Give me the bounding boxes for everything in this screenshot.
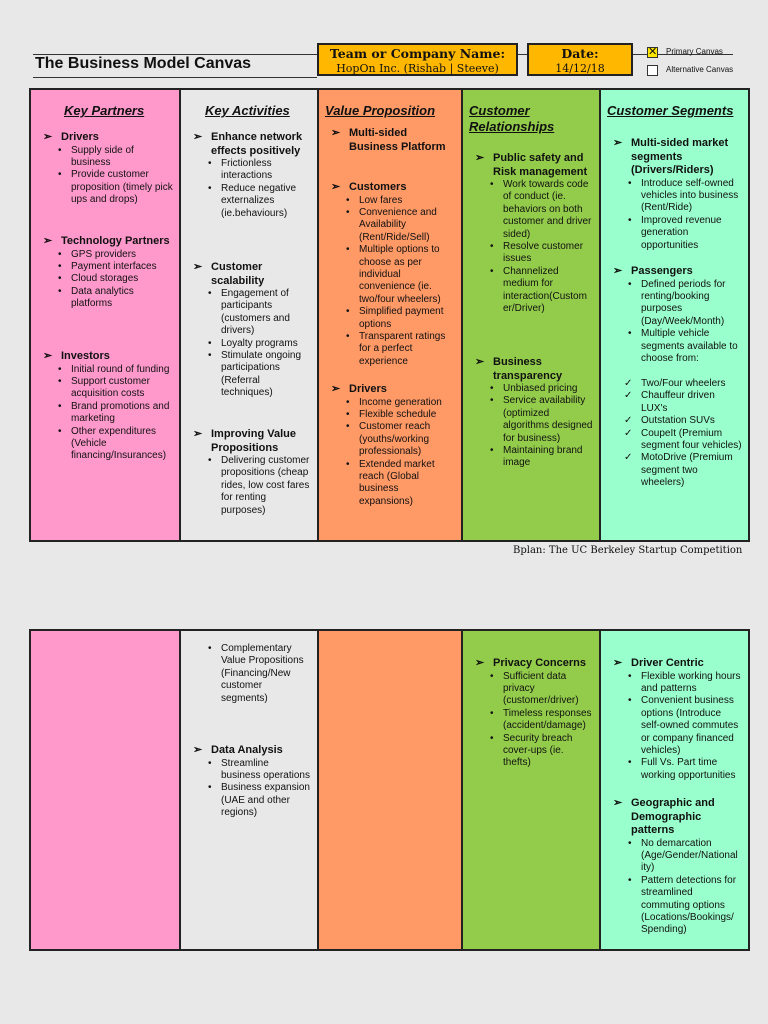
customers-heading: ➢ Customers: [329, 181, 455, 195]
list-item: • Support customer acquisition costs: [71, 376, 173, 401]
list-item: • Supply side of business: [71, 145, 173, 170]
improving-value-propositions-heading: ➢ Improving Value Propositions: [191, 428, 311, 455]
canvas-grid-top: [29, 88, 750, 542]
list-item: • Security breach cover-ups (ie. thefts): [503, 733, 593, 770]
list-item: • Initial round of funding: [71, 364, 173, 376]
list-item: • Complementary Value Propositions (Financing/New customer segments): [221, 643, 311, 705]
list-item: • Full Vs. Part time working opportunities: [641, 757, 742, 782]
list-item: • Unbiased pricing: [503, 383, 593, 395]
list-item: • Resolve customer issues: [503, 241, 593, 266]
canvas-grid-bottom: [29, 629, 750, 951]
list-item: • Data analytics platforms: [71, 286, 173, 311]
list-item: • Frictionless interactions: [221, 158, 311, 183]
team-name-box: [317, 43, 518, 76]
key-partners-column-cont: [31, 631, 181, 949]
list-item: • Defined periods for renting/booking purposes (Day/Week/Month): [641, 279, 742, 329]
geographic-demographic-heading: ➢ Geographic and Demographic patterns: [611, 797, 742, 838]
list-item: ✓ MotoDrive (Premium segment two wheelers): [641, 452, 742, 489]
footer-note: Bplan: The UC Berkeley Startup Competition: [513, 545, 743, 556]
list-item: • Transparent ratings for a perfect experience: [359, 331, 455, 368]
value-proposition-column-cont: [319, 631, 463, 949]
list-item: • No demarcation (Age/Gender/National ity): [641, 838, 742, 875]
list-item: • Brand promotions and marketing: [71, 401, 173, 426]
list-item: • Loyalty programs: [221, 338, 311, 350]
list-item: • Work towards code of conduct (ie. behaviors on both customer and driver sided): [503, 179, 593, 241]
list-item: • Reduce negative externalizes (ie.behaviours): [221, 183, 311, 220]
list-item: • Simplified payment options: [359, 306, 455, 331]
list-item: • Streamline business operations: [221, 758, 311, 783]
list-item: • Other expenditures (Vehicle financing/Insurances): [71, 426, 173, 463]
list-item: • Convenience and Availability (Rent/Ride/Sell): [359, 207, 455, 244]
list-item: • Pattern detections for streamlined commuting options (Locations/Bookings/ Spending): [641, 875, 742, 937]
date-value: 14/12/18: [555, 62, 605, 75]
drivers-value-heading: ➢ Drivers: [329, 383, 455, 397]
list-item: • Flexible working hours and patterns: [641, 671, 742, 696]
list-item: ✓ CoupeIt (Premium segment four vehicles): [641, 428, 742, 453]
list-item: • GPS providers: [71, 249, 173, 261]
key-activities-column: [181, 90, 319, 540]
business-transparency-heading: ➢ Business transparency: [473, 356, 593, 383]
list-item: • Provide customer proposition (timely pick ups and drops): [71, 169, 173, 206]
list-item: • Multiple options to choose as per individual convenience (ie. two/four wheelers): [359, 244, 455, 306]
list-item: ✓ Outstation SUVs: [641, 415, 742, 427]
customer-scalability-heading: ➢ Customer scalability: [191, 261, 311, 288]
team-name-label: Team or Company Name:: [329, 46, 506, 61]
list-item: • Timeless responses (accident/damage): [503, 708, 593, 733]
title-underline: [33, 77, 317, 78]
key-activities-title: Key Activities: [205, 103, 290, 118]
primary-canvas-label: Primary Canvas: [666, 47, 723, 56]
driver-centric-heading: ➢ Driver Centric: [611, 657, 742, 671]
list-item: • Business expansion (UAE and other regions): [221, 782, 311, 819]
investors-heading: ➢ Investors: [41, 350, 173, 364]
public-safety-heading: ➢ Public safety and Risk management: [473, 152, 593, 179]
drivers-heading: ➢ Drivers: [41, 131, 173, 145]
key-partners-column: [31, 90, 181, 540]
privacy-concerns-heading: ➢ Privacy Concerns: [473, 657, 593, 671]
page-title: The Business Model Canvas: [35, 55, 252, 72]
list-item: • Delivering customer propositions (cheap rides, low cost fares for renting purposes): [221, 455, 311, 517]
technology-partners-heading: ➢ Technology Partners: [41, 235, 173, 249]
list-item: • Extended market reach (Global business expansions): [359, 459, 455, 509]
customer-segments-column-cont: [601, 631, 748, 949]
list-item: • Introduce self-owned vehicles into business (Rent/Ride): [641, 178, 742, 215]
value-proposition-column: [319, 90, 463, 540]
list-item: • Improved revenue generation opportunities: [641, 215, 742, 252]
list-item: • Maintaining brand image: [503, 445, 593, 470]
list-item: • Cloud storages: [71, 273, 173, 285]
list-item: ✓ Two/Four wheelers: [641, 378, 742, 390]
customer-relationships-column: [463, 90, 601, 540]
list-item: • Payment interfaces: [71, 261, 173, 273]
list-item: • Low fares: [359, 195, 455, 207]
checkbox-checked-icon[interactable]: [647, 47, 658, 58]
list-item: • Service availability (optimized algorithms designed for business): [503, 395, 593, 445]
date-label: Date:: [561, 46, 599, 61]
value-proposition-title: Value Proposition: [325, 103, 436, 118]
customer-relationships-title: Customer Relationships: [469, 103, 555, 134]
alternative-canvas-label: Alternative Canvas: [666, 65, 734, 74]
date-box: [527, 43, 633, 76]
list-item: • Income generation: [359, 397, 455, 409]
multi-sided-segments-heading: ➢ Multi-sided market segments (Drivers/Riders): [611, 137, 742, 178]
list-item: ✓ Chauffeur driven LUX's: [641, 390, 742, 415]
customer-relationships-column-cont: [463, 631, 601, 949]
network-effects-heading: ➢ Enhance network effects positively: [191, 131, 311, 158]
list-item: • Channelized medium for interaction(Custom er/Driver): [503, 266, 593, 316]
key-activities-column-cont: [181, 631, 319, 949]
list-item: • Flexible schedule: [359, 409, 455, 421]
list-item: • Customer reach (youths/working professionals): [359, 421, 455, 458]
list-item: • Multiple vehicle segments available to choose from:: [641, 328, 742, 365]
multi-sided-platform-heading: ➢ Multi-sided Business Platform: [329, 127, 455, 154]
list-item: • Sufficient data privacy (customer/driver): [503, 671, 593, 708]
list-item: • Engagement of participants (customers and drivers): [221, 288, 311, 338]
customer-segments-title: Customer Segments: [607, 103, 734, 118]
list-item: • Convenient business options (Introduce self-owned commutes or company financed vehicles): [641, 695, 742, 757]
customer-segments-column: [601, 90, 748, 540]
list-item: • Stimulate ongoing participations (Referral techniques): [221, 350, 311, 400]
key-partners-title: Key Partners: [64, 103, 145, 118]
checkbox-empty-icon[interactable]: [647, 65, 658, 76]
team-name-value: HopOn Inc. (Rishab | Steeve): [336, 62, 499, 75]
passengers-heading: ➢ Passengers: [611, 265, 742, 279]
data-analysis-heading: ➢ Data Analysis: [191, 744, 311, 758]
